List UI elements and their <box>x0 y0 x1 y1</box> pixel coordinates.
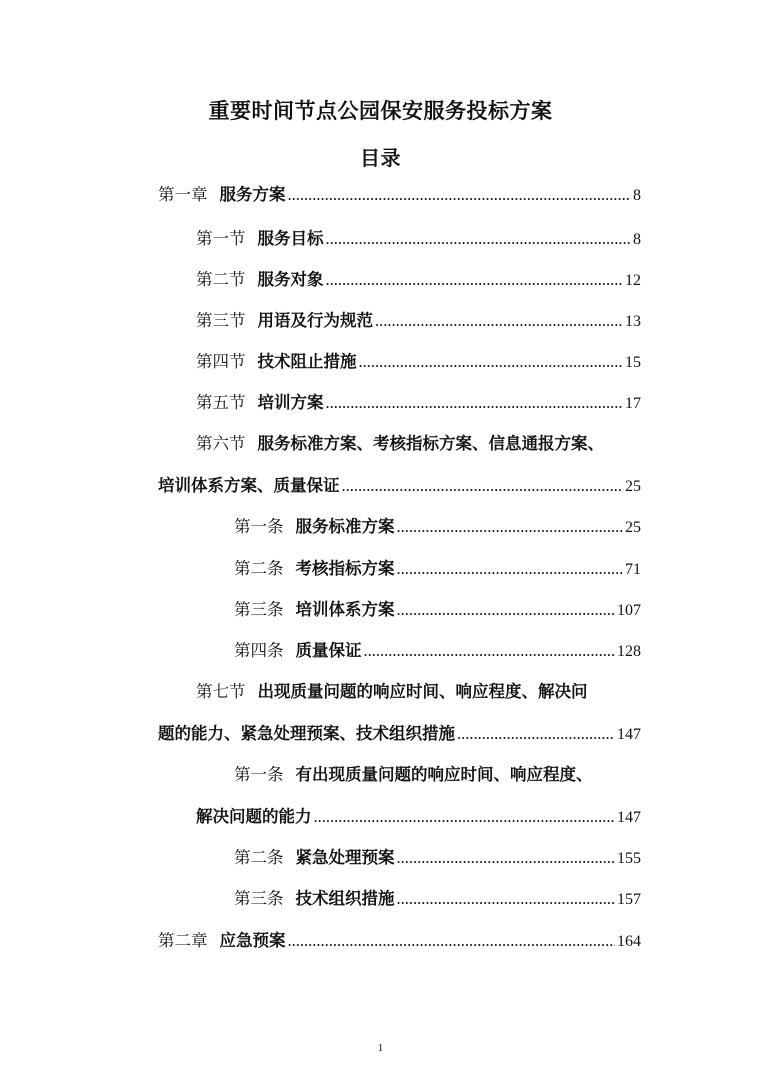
toc-prefix: 第三节 <box>196 311 246 330</box>
toc-page: 147 <box>617 726 641 743</box>
toc-title: 质量保证 <box>295 641 362 660</box>
toc-leader <box>397 559 624 579</box>
toc-entry-article-7-3[interactable] <box>234 883 641 909</box>
toc-title: 培训体系方案 <box>295 600 395 619</box>
toc-title: 应急预案 <box>219 931 286 950</box>
toc-leader <box>364 641 616 661</box>
toc-prefix: 第二章 <box>158 931 208 950</box>
toc-title-line2: 培训体系方案、质量保证 <box>158 476 340 495</box>
toc-entry-article-7-1[interactable] <box>234 761 593 787</box>
toc-page: 107 <box>617 602 641 619</box>
toc-page: 147 <box>617 809 641 826</box>
toc-prefix: 第一节 <box>196 229 246 248</box>
toc-title: 考核指标方案 <box>295 559 395 578</box>
toc-entry-section-7[interactable] <box>196 678 588 704</box>
toc-page: 71 <box>625 561 641 578</box>
toc-prefix: 第三条 <box>234 600 284 619</box>
toc-title: 用语及行为规范 <box>257 311 373 330</box>
toc-page: 12 <box>625 272 641 289</box>
toc-title: 服务目标 <box>257 229 324 248</box>
toc-leader <box>314 807 616 827</box>
toc-leader <box>457 724 615 744</box>
toc-leader <box>288 931 616 951</box>
toc-leader <box>397 517 624 537</box>
toc-title-line1: 服务标准方案、考核指标方案、信息通报方案、 <box>257 434 604 453</box>
toc-title: 服务标准方案 <box>295 517 395 536</box>
toc-title: 技术阻止措施 <box>257 352 357 371</box>
toc-leader <box>397 848 616 868</box>
toc-heading: 目录 <box>360 146 401 170</box>
toc-leader <box>288 185 632 205</box>
toc-entry-section-6-cont[interactable] <box>158 470 641 496</box>
toc-leader <box>397 889 616 909</box>
toc-prefix: 第五节 <box>196 393 246 412</box>
toc-prefix: 第七节 <box>196 682 246 701</box>
toc-page: 8 <box>633 231 641 248</box>
toc-page: 15 <box>625 354 641 371</box>
toc-entry-article-7-1-cont[interactable] <box>196 801 641 827</box>
toc-prefix: 第一章 <box>158 185 208 204</box>
toc-leader <box>326 229 632 249</box>
toc-prefix: 第四条 <box>234 641 284 660</box>
toc-leader <box>375 311 623 331</box>
toc-entry-section-7-cont[interactable] <box>158 718 641 744</box>
toc-entry-section-4[interactable] <box>196 346 641 372</box>
toc-entry-chapter-1[interactable] <box>158 179 641 205</box>
toc-entry-section-3[interactable] <box>196 305 641 331</box>
toc-entry-article-7-2[interactable] <box>234 842 641 868</box>
toc-prefix: 第二条 <box>234 848 284 867</box>
toc-prefix: 第二节 <box>196 270 246 289</box>
toc-title-line2: 题的能力、紧急处理预案、技术组织措施 <box>158 724 455 743</box>
toc-title: 服务对象 <box>257 270 324 289</box>
toc-entry-article-4[interactable] <box>234 635 641 661</box>
toc-entry-section-1[interactable] <box>196 223 641 249</box>
toc-page: 164 <box>617 933 641 950</box>
toc-entry-article-2[interactable] <box>234 553 641 579</box>
toc-leader <box>359 352 624 372</box>
toc-title: 服务方案 <box>219 185 286 204</box>
toc-title-line1: 有出现质量问题的响应时间、响应程度、 <box>295 765 593 784</box>
toc-title: 技术组织措施 <box>295 889 395 908</box>
page-number: 1 <box>377 1042 384 1054</box>
toc-title: 培训方案 <box>257 393 324 412</box>
toc-page: 128 <box>617 643 641 660</box>
toc-prefix: 第一条 <box>234 517 284 536</box>
toc-prefix: 第四节 <box>196 352 246 371</box>
toc-page: 25 <box>625 478 641 495</box>
toc-leader <box>397 600 616 620</box>
toc-page: 8 <box>633 187 641 204</box>
document-title: 重要时间节点公园保安服务投标方案 <box>208 99 553 123</box>
toc-leader <box>326 270 624 290</box>
toc-page: 25 <box>625 519 641 536</box>
toc-leader <box>326 393 624 413</box>
toc-page: 13 <box>625 313 641 330</box>
toc-page: 157 <box>617 891 641 908</box>
toc-title-line1: 出现质量问题的响应时间、响应程度、解决问 <box>257 682 588 701</box>
toc-entry-article-3[interactable] <box>234 594 641 620</box>
toc-page: 155 <box>617 850 641 867</box>
toc-leader <box>342 476 624 496</box>
toc-prefix: 第三条 <box>234 889 284 908</box>
toc-entry-section-6[interactable] <box>196 430 604 456</box>
toc-prefix: 第六节 <box>196 434 246 453</box>
toc-title-line2: 解决问题的能力 <box>196 807 312 826</box>
toc-title: 紧急处理预案 <box>295 848 395 867</box>
toc-entry-chapter-2[interactable] <box>158 925 641 951</box>
toc-prefix: 第一条 <box>234 765 284 784</box>
toc-entry-section-5[interactable] <box>196 387 641 413</box>
toc-entry-article-1[interactable] <box>234 511 641 537</box>
toc-prefix: 第二条 <box>234 559 284 578</box>
toc-page: 17 <box>625 395 641 412</box>
toc-entry-section-2[interactable] <box>196 264 641 290</box>
